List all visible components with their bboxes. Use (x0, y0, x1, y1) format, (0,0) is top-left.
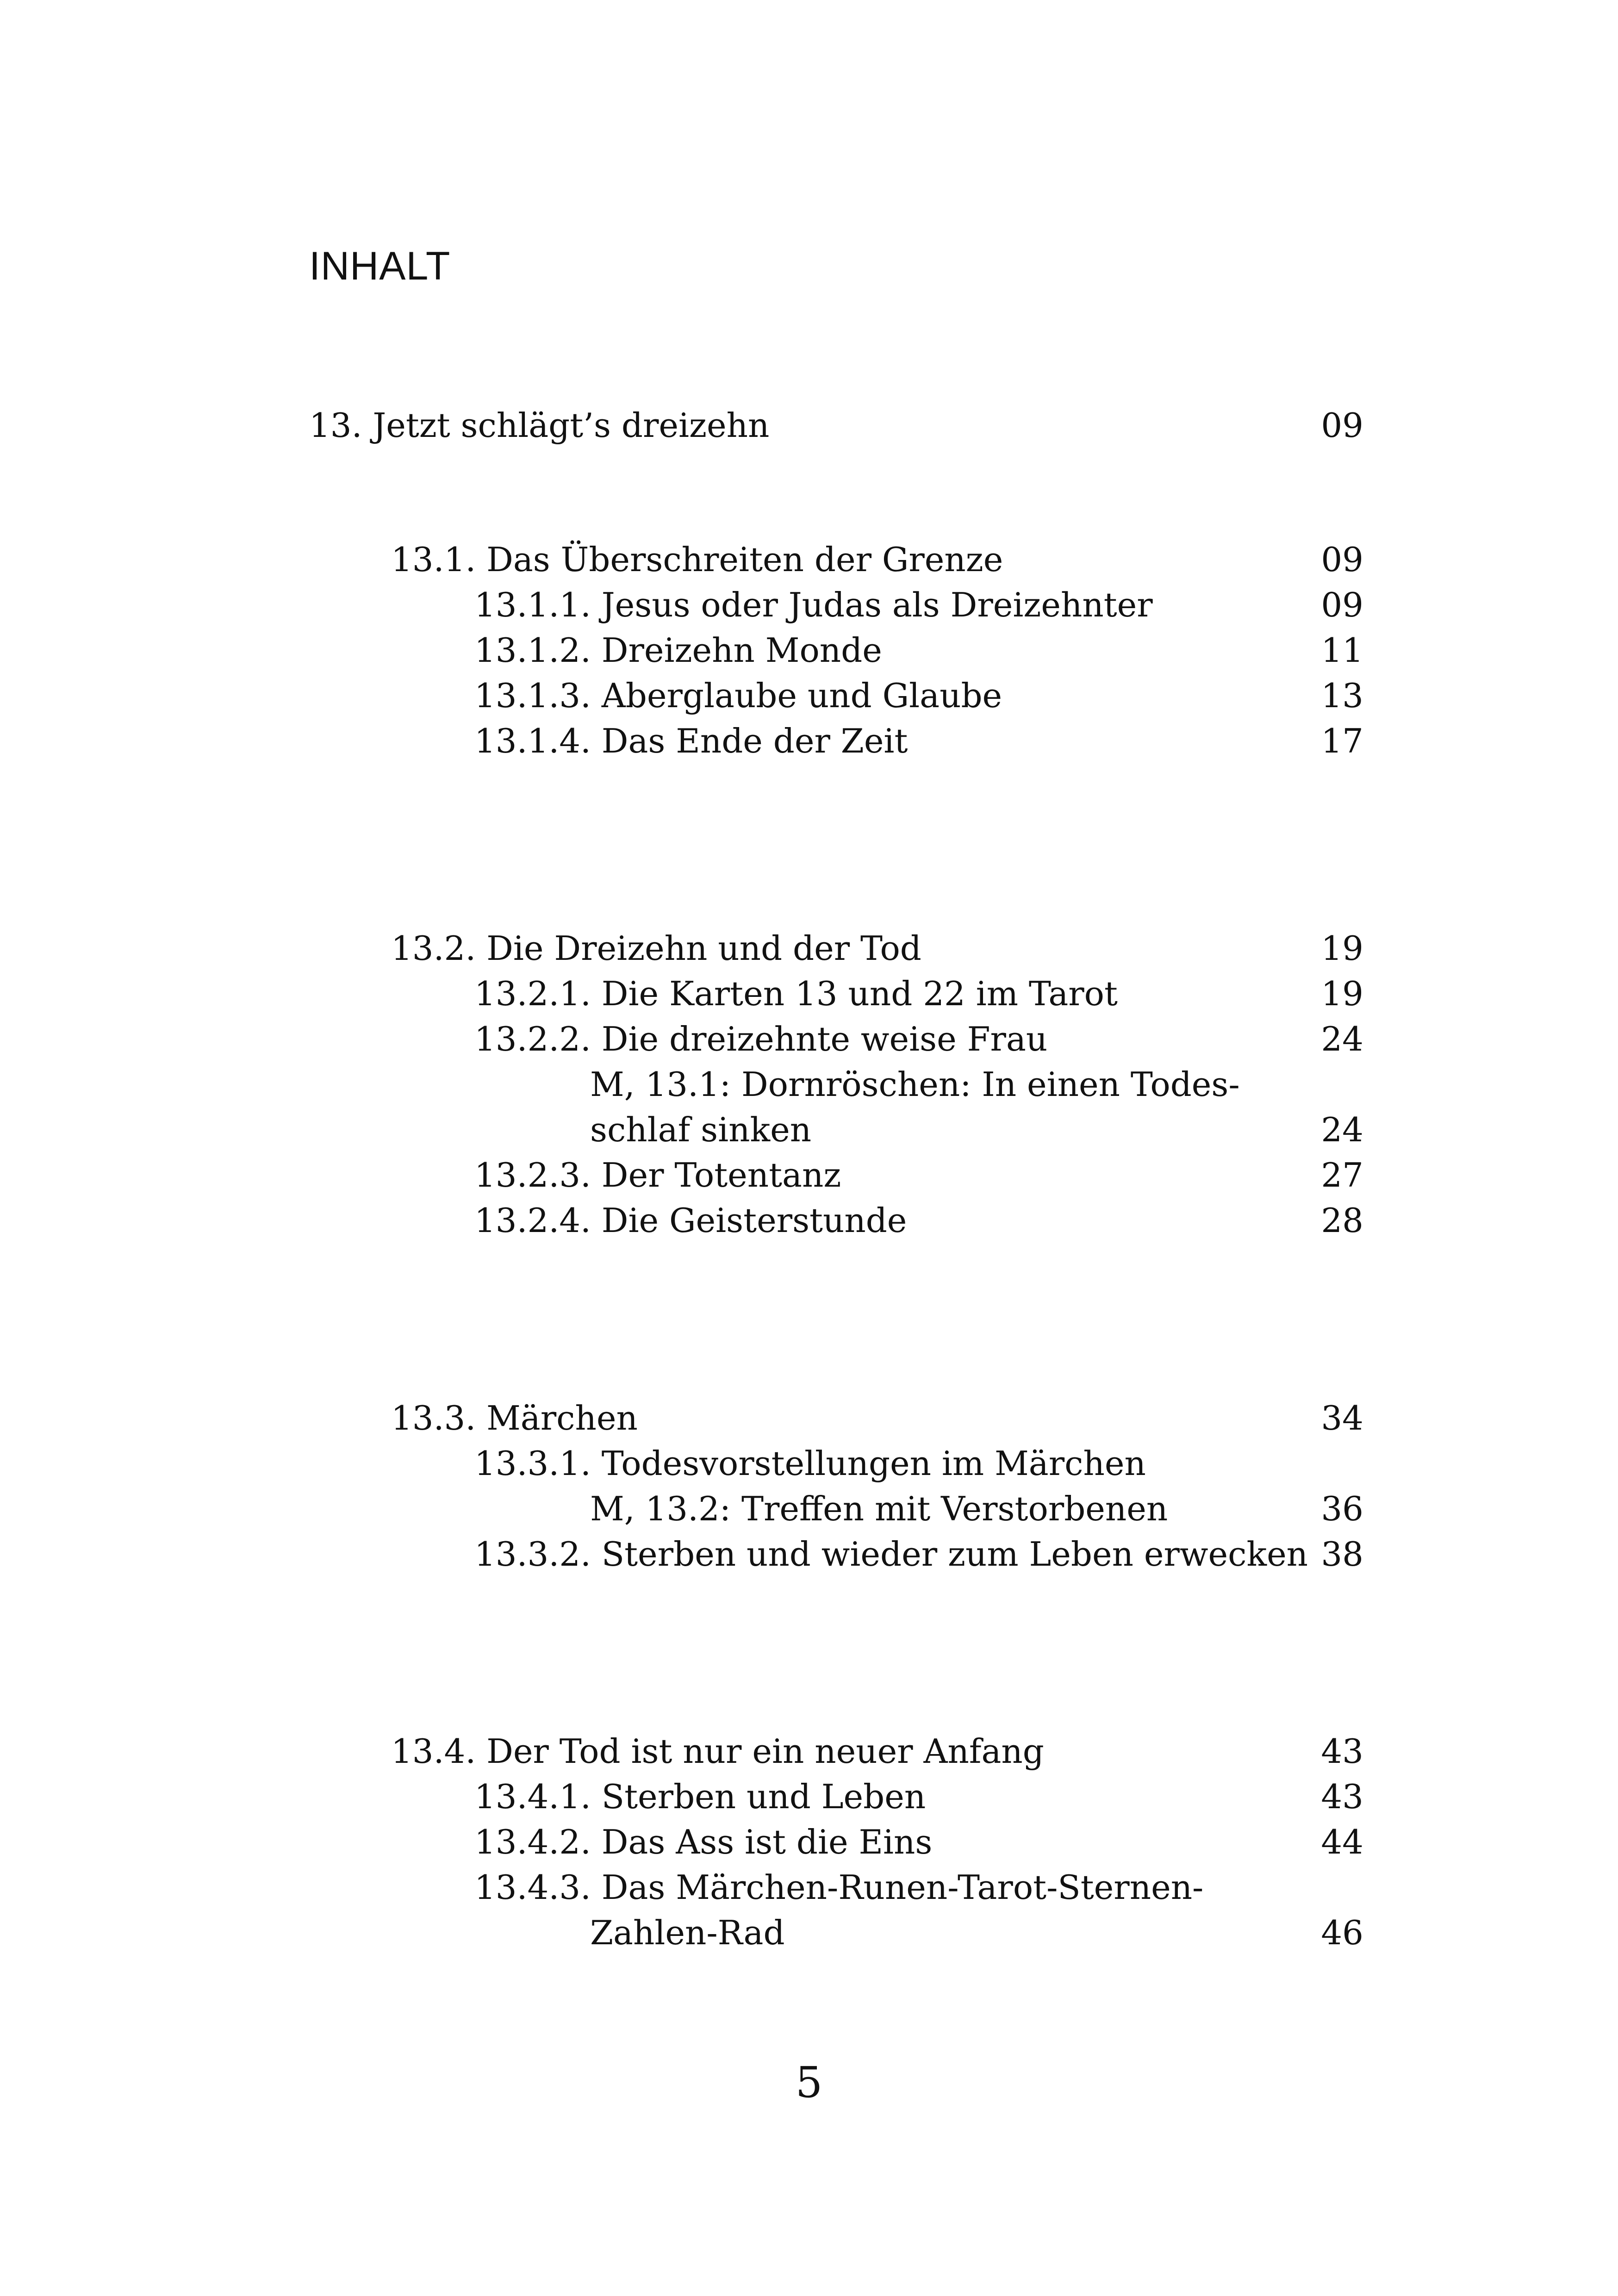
toc-entry-page: 09 (1321, 406, 1363, 445)
toc-entry-title: 13.3.1. Todesvorstellungen im Märchen (474, 1444, 1146, 1483)
toc-entry-page: 11 (1321, 631, 1363, 670)
toc-entry-page: 13 (1321, 676, 1363, 715)
toc-entry-page: 19 (1321, 974, 1363, 1013)
toc-entry-title: 13.2.2. Die dreizehnte weise Frau (474, 1020, 1048, 1058)
toc-entry-page: 27 (1321, 1156, 1363, 1195)
toc-entry-title: 13.2.1. Die Karten 13 und 22 im Tarot (474, 974, 1118, 1013)
toc-entry-page: 17 (1321, 722, 1363, 760)
toc-entry-page: 43 (1321, 1777, 1363, 1816)
toc-entry-title: 13.1.4. Das Ende der Zeit (474, 722, 908, 760)
toc-entry-title: 13.3. Märchen (391, 1399, 638, 1437)
toc-entry-title: M, 13.1: Dornröschen: In einen Todes- (590, 1065, 1240, 1104)
toc-entry-page: 09 (1321, 540, 1363, 579)
toc-entry-title: 13.4. Der Tod ist nur ein neuer Anfang (391, 1732, 1044, 1771)
toc-entry-title: 13.2.3. Der Totentanz (474, 1156, 841, 1195)
toc-entry-page: 09 (1321, 585, 1363, 624)
toc-entry-page: 43 (1321, 1732, 1363, 1771)
toc-entry-title: 13.1.3. Aberglaube und Glaube (474, 676, 1002, 715)
toc-entry-page: 38 (1321, 1535, 1363, 1574)
toc-entry-page: 44 (1321, 1823, 1363, 1861)
toc-entry-page: 46 (1321, 1913, 1363, 1952)
toc-entry-title: M, 13.2: Treffen mit Verstorbenen (590, 1489, 1168, 1528)
toc-entry-title: 13.2.4. Die Geisterstunde (474, 1201, 907, 1240)
toc-entry-title: 13.4.2. Das Ass ist die Eins (474, 1823, 933, 1861)
toc-entry-page: 24 (1321, 1020, 1363, 1058)
toc-entry-page: 19 (1321, 929, 1363, 968)
toc-entry-page: 34 (1321, 1399, 1363, 1437)
toc-entry-title: Zahlen-Rad (590, 1913, 785, 1952)
page-number: 5 (795, 2058, 823, 2107)
toc-entry-title: 13.2. Die Dreizehn und der Tod (391, 929, 921, 968)
toc-entry-title: 13.1.2. Dreizehn Monde (474, 631, 882, 670)
toc-entry-page: 36 (1321, 1489, 1363, 1528)
toc-entry-title: 13.1.1. Jesus oder Judas als Dreizehnter (474, 585, 1153, 624)
toc-entry-page: 24 (1321, 1110, 1363, 1149)
page-heading: INHALT (309, 244, 451, 288)
toc-entry-title: 13.3.2. Sterben und wieder zum Leben erwecken (474, 1535, 1308, 1574)
toc-entry-title: schlaf sinken (590, 1110, 812, 1149)
toc-entry-title: 13.4.3. Das Märchen-Runen-Tarot-Sternen- (474, 1868, 1204, 1907)
toc-entry-title: 13. Jetzt schlägt’s dreizehn (309, 406, 770, 445)
toc-entry-page: 28 (1321, 1201, 1363, 1240)
toc-entry-title: 13.4.1. Sterben und Leben (474, 1777, 926, 1816)
toc-entry-title: 13.1. Das Überschreiten der Grenze (391, 540, 1003, 579)
